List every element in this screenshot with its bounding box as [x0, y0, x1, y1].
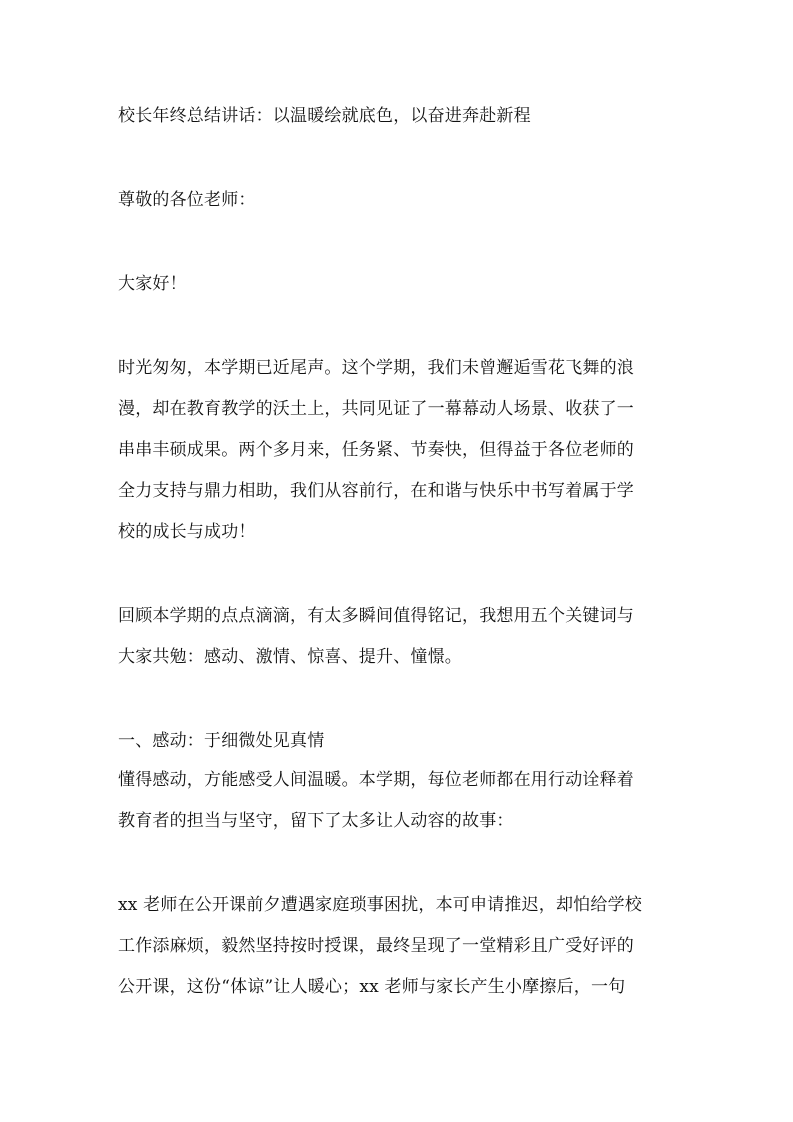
paragraph-line: 串串丰硕成果。两个多月来，任务紧、节奏快，但得益于各位老师的: [118, 440, 634, 460]
document-title: 校长年终总结讲话：以温暖绘就底色，以奋进奔赴新程: [118, 106, 531, 126]
paragraph-line: 全力支持与鼎力相助，我们从容前行，在和谐与快乐中书写着属于学: [118, 481, 634, 501]
section-heading: 一、感动：于细微处见真情: [118, 731, 325, 751]
greeting: 大家好！: [118, 274, 187, 294]
paragraph-line: 工作添麻烦，毅然坚持按时授课，最终呈现了一堂精彩且广受好评的: [118, 936, 634, 956]
paragraph-line: 漫，却在教育教学的沃土上，共同见证了一幕幕动人场景、收获了一: [118, 399, 634, 419]
paragraph-line: 懂得感动，方能感受人间温暖。本学期，每位老师都在用行动诠释着: [118, 770, 634, 790]
paragraph-line: 时光匆匆，本学期已近尾声。这个学期，我们未曾邂逅雪花飞舞的浪: [118, 358, 634, 378]
paragraph-line: 公开课，这份“体谅”让人暖心；xx 老师与家长产生小摩擦后，一句: [118, 977, 626, 997]
paragraph-line: 大家共勉：感动、激情、惊喜、提升、憧憬。: [118, 647, 462, 667]
paragraph-line: 校的成长与成功！: [118, 522, 256, 542]
paragraph-line: 教育者的担当与坚守，留下了太多让人动容的故事：: [118, 811, 514, 831]
salutation: 尊敬的各位老师：: [118, 190, 256, 210]
paragraph-line: xx 老师在公开课前夕遭遇家庭琐事困扰，本可申请推迟，却怕给学校: [118, 895, 642, 915]
paragraph-line: 回顾本学期的点点滴滴，有太多瞬间值得铭记，我想用五个关键词与: [118, 606, 634, 626]
